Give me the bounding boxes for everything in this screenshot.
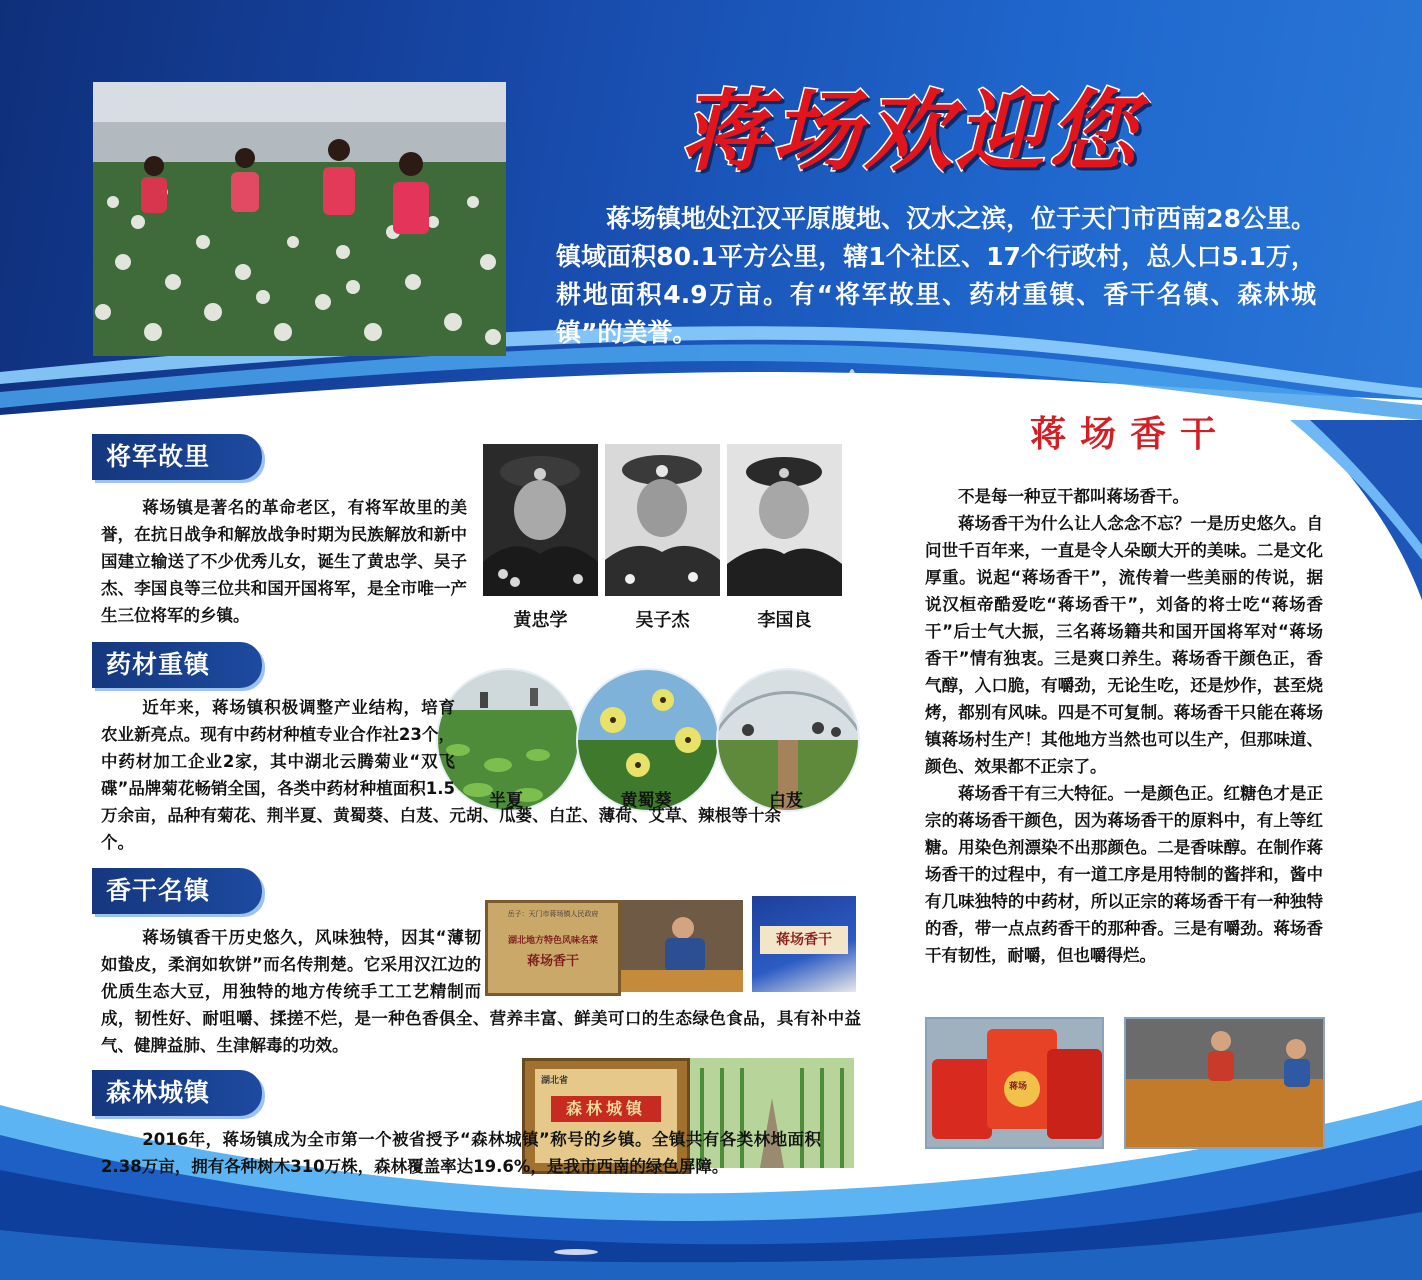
generals-body: 蒋场镇是著名的革命老区，有将军故里的美誉，在抗日战争和解放战争时期为民族解放和新中国建立输送了不少优秀儿女，诞生了黄忠学、吴子杰、李国良等三位共和国开国将军，是全市唯一产生三位将军的乡镇。 — [101, 498, 467, 625]
xianggan-title: 蒋场香干 — [1029, 413, 1230, 455]
general-portrait-icon — [605, 444, 720, 596]
plaque-province: 湖北省 — [541, 1076, 569, 1086]
portrait-huang-zhongxue — [483, 444, 598, 596]
herbs-body — [101, 694, 781, 856]
portrait-wu-zijie — [605, 444, 720, 596]
portrait-li-guoliang — [727, 444, 842, 596]
forest-body: 2016年，蒋场镇成为全市第一个被省授予“森林城镇”称号的乡镇。全镇共有各类林地面积2.38万亩，拥有各种树木310万株，森林覆盖率达19.6%，是我市西南的绿色屏障。 — [101, 1130, 821, 1176]
section-heading-herbs: 药材重镇 — [92, 642, 262, 688]
workshop-illustration — [1126, 1019, 1323, 1147]
section-heading-generals: 将军故里 — [92, 434, 262, 480]
tofu-body — [101, 924, 861, 1059]
herb-photo-spacer — [455, 694, 781, 794]
plaque-org: 岳子：天门市蒋场镇人民政府 — [507, 910, 599, 918]
xianggan-paragraph: 蒋场香干为什么让人念念不忘？一是历史悠久。自问世千百年来，一直是令人朵颐大开的美味。二是文化厚重。说起“蒋场香干”，流传着一些美丽的传说，据说汉桓帝酷爱吃“蒋场香干”，刘备的将士吃“蒋场香干”后士气大振，三名蒋场籍共和国开国将军对“蒋场香干”情有独衷。三是爽口养生。蒋场香干颜色正，香气醇，入口脆，有嚼劲，无论生吃，还是炒作，甚至烧烤，都别有风味。四是不可复制。蒋场香干只能在蒋场镇蒋场村生产！其他地方当然也可以生产，但那味道、颜色、效果都不正宗了。 — [925, 514, 1323, 776]
portrait-caption: 黄忠学 — [513, 610, 568, 631]
intro-text: 蒋场镇地处江汉平原腹地、汉水之滨，位于天门市西南28公里。镇域面积80.1平方公里，辖1个社区、17个行政村，总人口5.1万，耕地面积4.9万亩。有“将军故里、药材重镇、香干名镇、森林城镇”的美誉。 — [556, 204, 1316, 347]
box-label: 蒋场香干 — [760, 926, 848, 954]
xianggan-paragraph: 不是每一种豆干都叫蒋场香干。 — [958, 487, 1189, 506]
tofu-body-text: 蒋场镇香干历史悠久，风味独特，因其“薄韧如蛰皮，柔润如软饼”而名传荆楚。它采用汉江边的优质生态大豆，用独特的地方传统手工工艺精制而成，韧性好、耐咀嚼、揉搓不烂，是一种色香俱全、营养丰富、鲜美可口的生态绿色食品，具有补中益气、健脾益肺、生津解毒的功效。 — [101, 928, 861, 1055]
portrait-caption: 吴子杰 — [635, 610, 690, 631]
portrait-caption: 李国良 — [757, 610, 812, 631]
herb-caption: 白芨 — [769, 791, 803, 811]
herb-caption: 半夏 — [489, 791, 523, 811]
section-heading-tofu: 香干名镇 — [92, 868, 262, 914]
general-portrait-icon — [483, 444, 598, 596]
herb-caption: 黄蜀葵 — [620, 791, 672, 811]
tofu-photo-spacer — [481, 924, 861, 998]
section-heading-forest: 森林城镇 — [92, 1070, 262, 1116]
xianggan-package-photo — [925, 1017, 1104, 1149]
package-label: 蒋场 — [1009, 1082, 1028, 1092]
herbs-body-text: 近年来，蒋场镇积极调整产业结构，培育农业新亮点。现有中药材种植专业合作社23个，中药材加工企业2家，其中湖北云腾菊业“双飞碟”品牌菊花畅销全国，各类中药材种植面积1.5万余亩，品种有菊花、荆半夏、黄蜀葵、白芨、元胡、瓜蒌、白芷、薄荷、艾草、辣根等十余个。 — [101, 698, 781, 852]
xianggan-paragraph: 蒋场香干有三大特征。一是颜色正。红糖色才是正宗的蒋场香干颜色，因为蒋场香干的原料中，有上等红糖。用染色剂漂染不出那颜色。二是香味醇。在制作蒋场香干的过程中，有一道工序是用特制的酱拌和，酱中有几味独特的中药材，所以正宗的蒋场香干有一种独特的香，带一点点药香干的那种香。三是有嚼劲。蒋场香干有韧性，耐嚼，但也嚼得烂。 — [925, 784, 1323, 965]
plaque-line: 湖北地方特色风味名菜 — [507, 936, 598, 946]
plaque-title: 森林城镇 — [551, 1096, 661, 1122]
chrysanthemum-field-illustration — [93, 82, 506, 356]
general-portrait-icon — [727, 444, 842, 596]
xianggan-body — [925, 483, 1323, 969]
page-title: 蒋场欢迎您 — [680, 79, 1141, 183]
chrysanthemum-field-photo — [93, 82, 506, 356]
plaque-name: 蒋场香干 — [526, 954, 579, 969]
xianggan-workshop-photo — [1124, 1017, 1325, 1149]
